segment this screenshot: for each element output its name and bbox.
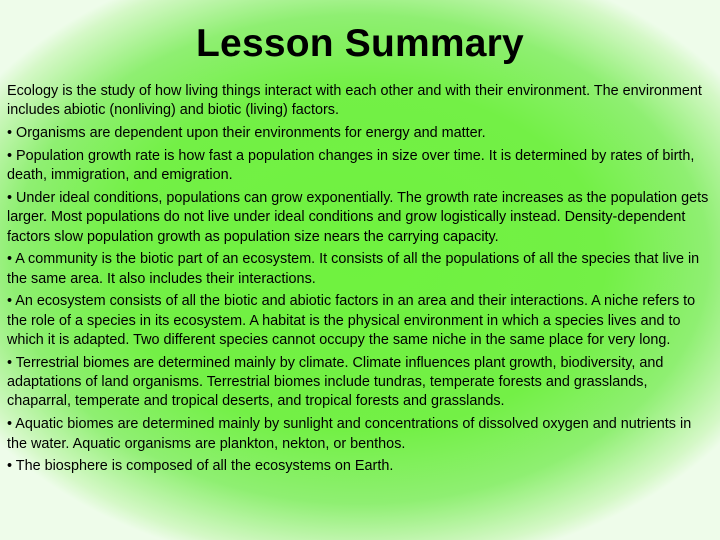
summary-bullet-terrestrial-biomes: • Terrestrial biomes are determined mainly by climate. Climate influences plant growth, biodiversity, and adaptations of land organisms. Terrestrial biomes include tundras, temperate forests and grasslands, chaparral, temperate and tropical deserts, and tropical forests and grasslands.	[7, 354, 664, 410]
summary-body	[7, 82, 714, 480]
summary-paragraph-intro: Ecology is the study of how living things interact with each other and with their environment. The environment includes abiotic (nonliving) and biotic (living) factors.	[7, 83, 702, 119]
slide-title: Lesson Summary	[196, 22, 524, 65]
summary-bullet-population-growth: • Population growth rate is how fast a population changes in size over time. It is determined by rates of birth, death, immigration, and emigration.	[7, 147, 695, 184]
summary-bullet-aquatic-biomes: • Aquatic biomes are determined mainly by sunlight and concentrations of dissolved oxygen and nutrients in the water. Aquatic organisms are plankton, nekton, or benthos.	[7, 416, 692, 452]
summary-bullet-ideal-conditions: • Under ideal conditions, populations can grow exponentially. The growth rate increases as the population gets larger. Most populations do not live under ideal conditions and grow logistically instead. Density-dependent factors slow population growth as population size nears the carrying capacity.	[7, 189, 709, 245]
summary-bullet-ecosystem: • An ecosystem consists of all the biotic and abiotic factors in an area and their interactions. A niche refers to the role of a species in its ecosystem. A habitat is the physical environment in which a species lives and to which it is adapted. Two different species cannot occupy the same niche in the same place for very long.	[7, 293, 696, 349]
summary-bullet-community: • A community is the biotic part of an ecosystem. It consists of all the populations of all the species that live in the same area. It also includes their interactions.	[7, 251, 700, 287]
summary-bullet-biosphere: • The biosphere is composed of all the ecosystems on Earth.	[7, 458, 394, 475]
summary-bullet-organisms: • Organisms are dependent upon their environments for energy and matter.	[7, 125, 486, 142]
